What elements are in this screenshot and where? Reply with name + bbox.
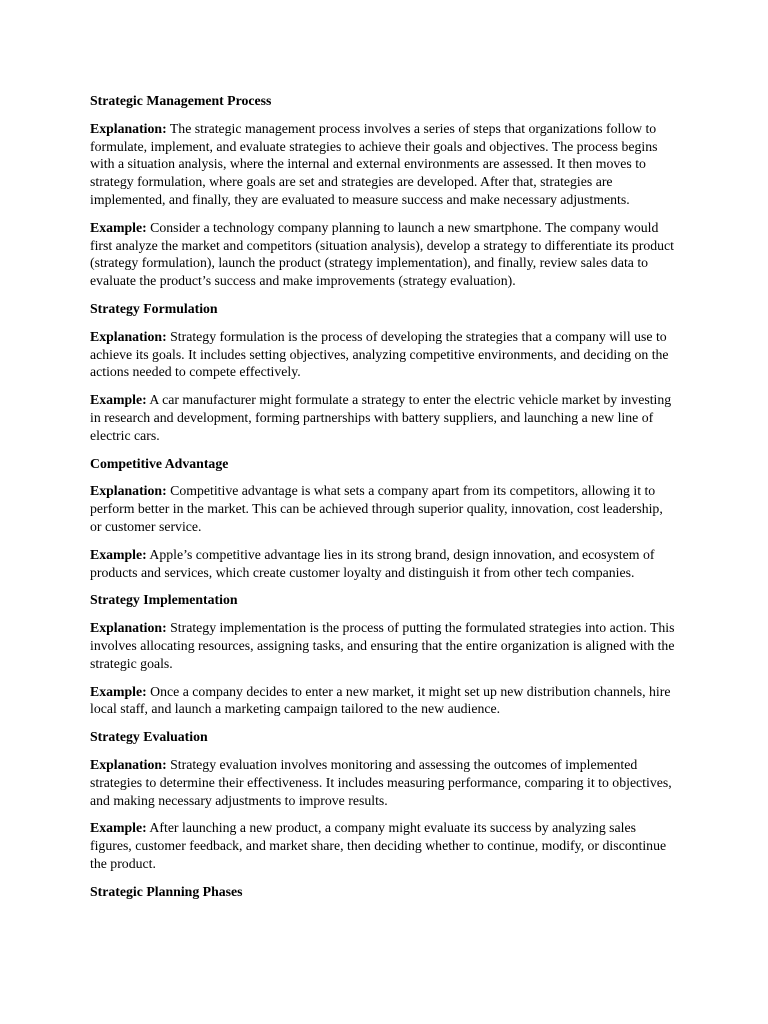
paragraph-line: After launching a new product, a company might evaluate its success by analyzing sales: [149, 820, 636, 836]
paragraph-line: products and services, which create customer loyalty and distinguish it from other tech companies.: [90, 564, 635, 580]
paragraph-line: in research and development, forming partnerships with battery suppliers, and launching a new line of: [90, 409, 654, 425]
paragraph-line: perform better in the market. This can be achieved through superior quality, innovation, cost leadership,: [90, 501, 663, 517]
example-label: Example:: [90, 546, 147, 562]
example-label: Example:: [90, 820, 147, 836]
paragraph-line: (strategy formulation), launch the product (strategy implementation), and finally, review sales data to: [90, 255, 649, 271]
paragraph-line: Apple’s competitive advantage lies in its strong brand, design innovation, and ecosystem of: [149, 546, 655, 562]
paragraph-line: strategy formulation, where goals are set and strategies are developed. After that, strategies are: [90, 174, 613, 190]
paragraph-line: actions needed to compete effectively.: [90, 364, 301, 380]
explanation-paragraph: [90, 482, 768, 535]
section-heading: Strategic Management Process: [90, 93, 272, 108]
paragraph-line: Strategy evaluation involves monitoring and assessing the outcomes of implemented: [170, 756, 638, 772]
explanation-label: Explanation:: [90, 120, 167, 136]
explanation-paragraph: [90, 619, 768, 672]
example-paragraph: [90, 391, 768, 444]
paragraph-line: local staff, and launch a marketing campaign tailored to the new audience.: [90, 701, 501, 717]
section-heading: Strategy Implementation: [90, 592, 238, 608]
paragraph-line: A car manufacturer might formulate a strategy to enter the electric vehicle market by investing: [149, 392, 672, 408]
paragraph-line: the product.: [90, 855, 156, 871]
paragraph-line: evaluate the product’s success and make improvements (strategy evaluation).: [90, 273, 516, 289]
explanation-paragraph: [90, 328, 768, 381]
paragraph-line: and making necessary adjustments to improve results.: [90, 792, 388, 808]
explanation-paragraph: [90, 756, 768, 809]
explanation-label: Explanation:: [90, 620, 167, 636]
paragraph-line: strategies to determine their effectiveness. It includes measuring performance, comparing it to objectives,: [90, 774, 672, 790]
example-label: Example:: [90, 392, 147, 408]
paragraph-line: Strategy implementation is the process of putting the formulated strategies into action. This: [170, 620, 675, 636]
paragraph-line: implemented, and finally, they are evaluated to measure success and make necessary adjustments.: [90, 191, 630, 207]
paragraph-line: strategic goals.: [90, 655, 173, 671]
paragraph-line: electric cars.: [90, 427, 160, 443]
paragraph-line: Consider a technology company planning to launch a new smartphone. The company would: [150, 219, 659, 235]
paragraph-line: involves allocating resources, assigning tasks, and ensuring that the entire organization is aligned with the: [90, 637, 675, 653]
paragraph-line: with a situation analysis, where the internal and external environments are assessed. It then moves to: [90, 156, 646, 172]
section-heading: Strategic Planning Phases: [90, 883, 243, 899]
section-heading: Competitive Advantage: [90, 455, 229, 471]
paragraph-line: or customer service.: [90, 518, 202, 534]
section-heading: Strategy Formulation: [90, 300, 218, 316]
paragraph-line: Strategy formulation is the process of developing the strategies that a company will use to: [170, 328, 667, 344]
example-paragraph: [90, 546, 768, 582]
paragraph-line: Competitive advantage is what sets a company apart from its competitors, allowing it to: [170, 483, 656, 499]
explanation-paragraph: [90, 120, 768, 209]
example-label: Example:: [90, 219, 147, 235]
paragraph-line: figures, customer feedback, and market share, then deciding whether to continue, modify, or discontinue: [90, 838, 667, 854]
paragraph-line: The strategic management process involves a series of steps that organizations follow to: [169, 120, 657, 136]
example-paragraph: [90, 683, 768, 719]
explanation-label: Explanation:: [90, 328, 167, 344]
paragraph-line: achieve its goals. It includes setting objectives, analyzing competitive environments, and deciding on the: [90, 346, 669, 362]
paragraph-line: Once a company decides to enter a new market, it might set up new distribution channels, hire: [150, 683, 671, 699]
example-paragraph: [90, 219, 768, 290]
explanation-label: Explanation:: [90, 756, 167, 772]
paragraph-line: first analyze the market and competitors (situation analysis), develop a strategy to differentiate its product: [90, 237, 675, 253]
example-paragraph: [90, 819, 768, 872]
example-label: Example:: [90, 683, 147, 699]
paragraph-line: formulate, implement, and evaluate strategies to achieve their goals and objectives. The process begins: [90, 138, 658, 154]
explanation-label: Explanation:: [90, 483, 167, 499]
section-heading: Strategy Evaluation: [90, 729, 208, 745]
